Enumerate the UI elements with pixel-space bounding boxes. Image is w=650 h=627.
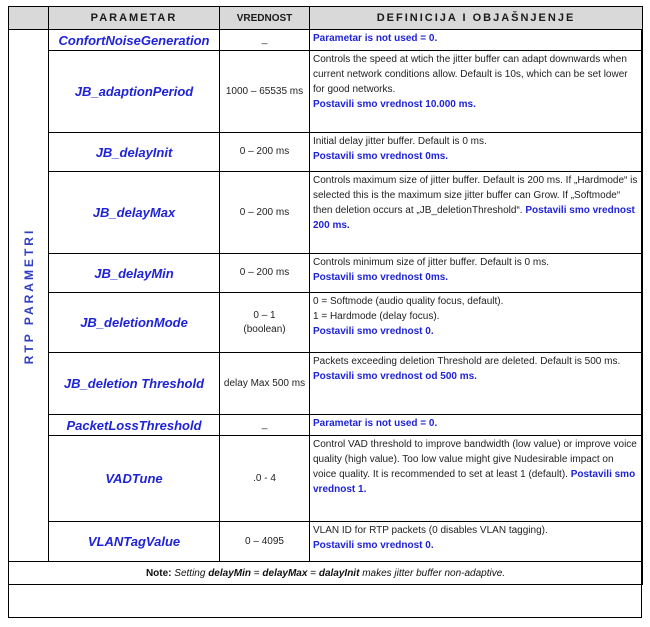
param-name: JB_deletionMode <box>49 293 220 353</box>
header-row <box>9 7 643 30</box>
param-value-type: (boolean) <box>243 323 286 335</box>
param-definition-text: Controls the speed at wtich the jitter buffer can adapt downwards when current network conditions allow. Default is 10s, which can be set lower for good networks. <box>313 54 628 95</box>
param-value <box>220 293 310 353</box>
param-value: 0 – 4095 <box>220 522 310 562</box>
param-name: JB_deletion Threshold <box>49 353 220 415</box>
param-definition <box>310 522 643 562</box>
param-name: JB_delayMin <box>49 254 220 293</box>
param-definition-text: VLAN ID for RTP packets (0 disables VLAN tagging). <box>313 525 548 536</box>
param-definition-text: Controls maximum size of jitter buffer. Default is 200 ms. If „Hardmode“ is selected this is the maximum size jitter buffer can Grow. If „Softmode“ then deletion occurs at „JB_deletionThreshold“. <box>313 175 638 216</box>
note-label: Note: <box>145 567 172 579</box>
table-row <box>9 353 643 415</box>
param-definition-note: Postavili smo vrednost 10.000 ms. <box>313 99 476 110</box>
table-row <box>9 51 643 133</box>
header-parametar: PARAMETAR <box>49 7 220 30</box>
side-cell <box>9 30 49 562</box>
param-definition-text: Initial delay jitter buffer. Default is 0 ms. <box>313 136 487 147</box>
param-value: 0 – 200 ms <box>220 133 310 172</box>
param-definition-text: Control VAD threshold to improve bandwidth (low value) or improve voice quality (high value). Too low value might give Nudesirable impact on voice quality. It is recommended to set at least 1 (default). <box>313 439 637 480</box>
note-eq-1: = <box>253 567 260 579</box>
param-definition-note: Postavili smo vrednost 0. <box>313 326 434 337</box>
param-definition-note: Parametar is not used = 0. <box>313 418 438 429</box>
table-row <box>9 522 643 562</box>
param-definition-note: Postavili smo vrednost 0ms. <box>313 272 449 283</box>
param-definition-note: Parametar is not used = 0. <box>313 33 438 44</box>
param-name: JB_delayInit <box>49 133 220 172</box>
param-definition <box>310 436 643 522</box>
param-definition-note: Postavili smo vrednost 0ms. <box>313 151 449 162</box>
table-row <box>9 133 643 172</box>
param-name: JB_adaptionPeriod <box>49 51 220 133</box>
header-vrednost: VREDNOST <box>220 7 310 30</box>
note-var-1: delayMin <box>208 567 251 579</box>
table-row <box>9 30 643 51</box>
note-eq-2: = <box>310 567 317 579</box>
param-definition-note: Postavili smo vrednost 1. <box>313 469 636 495</box>
table-row <box>9 415 643 436</box>
note-row <box>9 562 643 585</box>
param-name: VLANTagValue <box>49 522 220 562</box>
note-var-2: delayMax <box>262 567 308 579</box>
param-definition <box>310 133 643 172</box>
param-definition <box>310 51 643 133</box>
param-name: VADTune <box>49 436 220 522</box>
param-value-range: 0 – 1 <box>253 309 276 321</box>
param-value: .0 - 4 <box>220 436 310 522</box>
param-value: _ <box>220 415 310 436</box>
param-definition-text: 0 = Softmode (audio quality focus, default). <box>313 296 504 307</box>
note-text-a: Setting <box>174 567 206 579</box>
param-name: JB_delayMax <box>49 172 220 254</box>
param-definition-note: Postavili smo vrednost 0. <box>313 540 434 551</box>
param-definition-note: Postavili smo vrednost 200 ms. <box>313 205 635 231</box>
note-text-b: makes jitter buffer non-adaptive. <box>362 567 506 579</box>
param-definition-text: Controls minimum size of jitter buffer. Default is 0 ms. <box>313 257 550 268</box>
param-name: PacketLossThreshold <box>49 415 220 436</box>
table-row <box>9 293 643 353</box>
param-definition-text-2: 1 = Hardmode (delay focus). <box>313 311 440 322</box>
param-definition <box>310 293 643 353</box>
param-value: _ <box>220 30 310 51</box>
header-empty <box>9 7 49 30</box>
param-definition-text: Packets exceeding deletion Threshold are deleted. Default is 500 ms. <box>313 356 621 367</box>
table-row <box>9 254 643 293</box>
table-row <box>9 436 643 522</box>
header-definicija: DEFINICIJA I OBJAŠNJENJE <box>310 7 643 30</box>
rtp-parameters-table <box>8 6 643 585</box>
param-value: 1000 – 65535 ms <box>220 51 310 133</box>
param-definition <box>310 415 643 436</box>
param-name: ConfortNoiseGeneration <box>49 30 220 51</box>
param-definition-note: Postavili smo vrednost od 500 ms. <box>313 371 477 382</box>
table-row <box>9 172 643 254</box>
param-value: delay Max 500 ms <box>220 353 310 415</box>
param-definition <box>310 172 643 254</box>
note-cell <box>9 562 643 585</box>
side-label: RTP PARAMETRI <box>21 227 36 364</box>
param-definition <box>310 254 643 293</box>
param-value: 0 – 200 ms <box>220 254 310 293</box>
param-definition <box>310 30 643 51</box>
param-value: 0 – 200 ms <box>220 172 310 254</box>
param-definition <box>310 353 643 415</box>
note-var-3: dalayInit <box>318 567 360 579</box>
